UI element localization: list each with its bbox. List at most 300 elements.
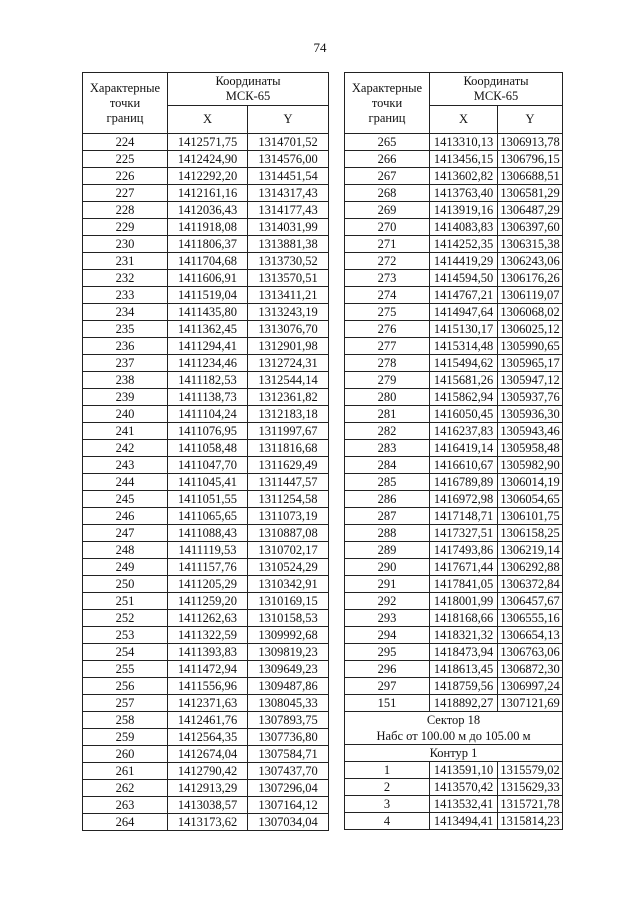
coord-y: 1306872,30 (498, 661, 563, 678)
coord-y: 1306372,84 (498, 576, 563, 593)
coord-x: 1412790,42 (168, 763, 248, 780)
coord-y: 1306014,19 (498, 474, 563, 491)
point-number: 229 (83, 219, 168, 236)
coord-x: 1413919,16 (430, 202, 498, 219)
point-number: 232 (83, 270, 168, 287)
point-number: 249 (83, 559, 168, 576)
coord-x: 1411104,24 (168, 406, 248, 423)
point-number: 4 (345, 813, 430, 830)
coord-x: 1412371,63 (168, 695, 248, 712)
coord-x: 1411045,41 (168, 474, 248, 491)
coord-y: 1305936,30 (498, 406, 563, 423)
coord-y: 1312901,98 (248, 338, 329, 355)
point-number: 247 (83, 525, 168, 542)
coord-x: 1413494,41 (430, 813, 498, 830)
table-row (345, 151, 563, 168)
coord-x: 1415314,48 (430, 338, 498, 355)
table-row (83, 763, 329, 780)
point-number: 236 (83, 338, 168, 355)
point-number: 261 (83, 763, 168, 780)
table-row (345, 491, 563, 508)
point-number: 259 (83, 729, 168, 746)
coord-x: 1414594,50 (430, 270, 498, 287)
coord-x: 1411065,65 (168, 508, 248, 525)
header-y: Y (248, 105, 329, 133)
table-row (83, 457, 329, 474)
table-row (345, 287, 563, 304)
point-number: 269 (345, 202, 430, 219)
table-row (345, 185, 563, 202)
table-row (83, 338, 329, 355)
coord-x: 1411322,59 (168, 627, 248, 644)
contour-table-body (345, 762, 563, 830)
table-row (83, 491, 329, 508)
coord-x: 1413570,42 (430, 779, 498, 796)
coord-y: 1310169,15 (248, 593, 329, 610)
point-number: 277 (345, 338, 430, 355)
table-row (83, 406, 329, 423)
contour-title: Контур 1 (345, 745, 563, 762)
table-row (345, 202, 563, 219)
point-number: 238 (83, 372, 168, 389)
point-number: 267 (345, 168, 430, 185)
coord-y: 1312361,82 (248, 389, 329, 406)
coord-x: 1412161,16 (168, 185, 248, 202)
coord-x: 1414252,35 (430, 236, 498, 253)
coord-y: 1307893,75 (248, 712, 329, 729)
coord-x: 1412036,43 (168, 202, 248, 219)
table-row (345, 576, 563, 593)
coord-x: 1411393,83 (168, 644, 248, 661)
coord-x: 1413456,15 (430, 151, 498, 168)
table-row (345, 440, 563, 457)
coord-y: 1311073,19 (248, 508, 329, 525)
coord-x: 1412564,35 (168, 729, 248, 746)
table-row (83, 304, 329, 321)
coord-y: 1306119,07 (498, 287, 563, 304)
table-row (83, 151, 329, 168)
point-number: 297 (345, 678, 430, 695)
coord-y: 1307164,12 (248, 797, 329, 814)
coord-y: 1315579,02 (498, 762, 563, 779)
header-x: X (430, 105, 498, 133)
table-row (345, 508, 563, 525)
coord-y: 1310524,29 (248, 559, 329, 576)
coord-y: 1306654,13 (498, 627, 563, 644)
coord-y: 1305943,46 (498, 423, 563, 440)
table-row (83, 287, 329, 304)
coord-x: 1411119,53 (168, 542, 248, 559)
coord-x: 1417841,05 (430, 576, 498, 593)
coord-y: 1306688,51 (498, 168, 563, 185)
coord-x: 1412424,90 (168, 151, 248, 168)
coord-y: 1306997,24 (498, 678, 563, 695)
coord-y: 1312724,31 (248, 355, 329, 372)
table-row (83, 678, 329, 695)
coord-y: 1305937,76 (498, 389, 563, 406)
point-number: 241 (83, 423, 168, 440)
table-row (83, 610, 329, 627)
point-number: 263 (83, 797, 168, 814)
table-row (83, 627, 329, 644)
coord-y: 1307437,70 (248, 763, 329, 780)
coord-y: 1307296,04 (248, 780, 329, 797)
coord-x: 1411606,91 (168, 270, 248, 287)
table-row (83, 440, 329, 457)
coord-y: 1307584,71 (248, 746, 329, 763)
point-number: 287 (345, 508, 430, 525)
coord-x: 1411472,94 (168, 661, 248, 678)
point-number: 264 (83, 814, 168, 831)
table-row (83, 134, 329, 151)
sector-subtitle: Набс от 100.00 м до 105.00 м (345, 728, 563, 745)
coord-x: 1414947,64 (430, 304, 498, 321)
coord-y: 1313243,19 (248, 304, 329, 321)
point-number: 296 (345, 661, 430, 678)
coord-y: 1309992,68 (248, 627, 329, 644)
table-row (345, 678, 563, 695)
coord-x: 1418473,94 (430, 644, 498, 661)
table-row (345, 593, 563, 610)
coord-y: 1314576,00 (248, 151, 329, 168)
table-row (345, 779, 563, 796)
point-number: 243 (83, 457, 168, 474)
coord-y: 1306068,02 (498, 304, 563, 321)
coord-x: 1417671,44 (430, 559, 498, 576)
coord-y: 1313411,21 (248, 287, 329, 304)
coord-x: 1411362,45 (168, 321, 248, 338)
table-row (345, 219, 563, 236)
table-row (345, 321, 563, 338)
coord-y: 1306243,06 (498, 253, 563, 270)
table-row (83, 814, 329, 831)
coord-x: 1411234,46 (168, 355, 248, 372)
coord-x: 1411157,76 (168, 559, 248, 576)
table-row (345, 661, 563, 678)
coord-y: 1306025,12 (498, 321, 563, 338)
coord-x: 1411076,95 (168, 423, 248, 440)
coord-y: 1314177,43 (248, 202, 329, 219)
table-row (345, 253, 563, 270)
point-number: 292 (345, 593, 430, 610)
coord-y: 1310158,53 (248, 610, 329, 627)
point-number: 257 (83, 695, 168, 712)
coord-x: 1411088,43 (168, 525, 248, 542)
coord-x: 1411556,96 (168, 678, 248, 695)
coord-y: 1306763,06 (498, 644, 563, 661)
table-row (83, 576, 329, 593)
coord-x: 1412461,76 (168, 712, 248, 729)
coord-y: 1305965,17 (498, 355, 563, 372)
point-number: 227 (83, 185, 168, 202)
coord-x: 1411259,20 (168, 593, 248, 610)
point-number: 242 (83, 440, 168, 457)
point-number: 226 (83, 168, 168, 185)
point-number: 283 (345, 440, 430, 457)
coord-x: 1412674,04 (168, 746, 248, 763)
coord-y: 1310702,17 (248, 542, 329, 559)
table-row (345, 796, 563, 813)
table-row (83, 219, 329, 236)
coord-y: 1315629,33 (498, 779, 563, 796)
table-row (83, 542, 329, 559)
coord-x: 1418892,27 (430, 695, 498, 712)
point-number: 239 (83, 389, 168, 406)
header-characteristic-points: Характерные точки границ (83, 73, 168, 134)
coord-x: 1411519,04 (168, 287, 248, 304)
point-number: 230 (83, 236, 168, 253)
point-number: 291 (345, 576, 430, 593)
table-row (83, 525, 329, 542)
table-row (345, 168, 563, 185)
coord-x: 1412292,20 (168, 168, 248, 185)
table-row (83, 423, 329, 440)
coord-y: 1306101,75 (498, 508, 563, 525)
coord-x: 1417148,71 (430, 508, 498, 525)
coord-x: 1411918,08 (168, 219, 248, 236)
point-number: 294 (345, 627, 430, 644)
header-coordinates: Координаты МСК-65 (168, 73, 329, 106)
table-row (83, 797, 329, 814)
coord-x: 1414083,83 (430, 219, 498, 236)
coord-x: 1413310,13 (430, 134, 498, 151)
coord-x: 1411058,48 (168, 440, 248, 457)
coord-y: 1309649,23 (248, 661, 329, 678)
table-row (83, 729, 329, 746)
coord-y: 1307034,04 (248, 814, 329, 831)
coord-x: 1416237,83 (430, 423, 498, 440)
point-number: 3 (345, 796, 430, 813)
page-number: 74 (313, 40, 327, 55)
point-number: 278 (345, 355, 430, 372)
coord-y: 1305958,48 (498, 440, 563, 457)
point-number: 265 (345, 134, 430, 151)
coord-x: 1413591,10 (430, 762, 498, 779)
table-row (83, 355, 329, 372)
coord-x: 1415130,17 (430, 321, 498, 338)
point-number: 271 (345, 236, 430, 253)
coord-y: 1315721,78 (498, 796, 563, 813)
coord-y: 1310342,91 (248, 576, 329, 593)
coord-x: 1418321,32 (430, 627, 498, 644)
table-row (83, 270, 329, 287)
coord-x: 1411205,29 (168, 576, 248, 593)
point-number: 295 (345, 644, 430, 661)
coord-x: 1413532,41 (430, 796, 498, 813)
coordinates-table-right (344, 72, 563, 830)
point-number: 253 (83, 627, 168, 644)
coord-x: 1415681,26 (430, 372, 498, 389)
table-row (345, 355, 563, 372)
coord-x: 1412913,29 (168, 780, 248, 797)
coord-y: 1311254,58 (248, 491, 329, 508)
point-number: 225 (83, 151, 168, 168)
coord-y: 1307736,80 (248, 729, 329, 746)
table-row (345, 372, 563, 389)
point-number: 1 (345, 762, 430, 779)
table-row (83, 695, 329, 712)
header-coordinates: Координаты МСК-65 (430, 73, 563, 106)
coord-y: 1306457,67 (498, 593, 563, 610)
header-characteristic-points: Характерные точки границ (345, 73, 430, 134)
point-number: 260 (83, 746, 168, 763)
point-number: 254 (83, 644, 168, 661)
coord-x: 1411704,68 (168, 253, 248, 270)
table-row (83, 321, 329, 338)
table-row (83, 559, 329, 576)
table-row (345, 813, 563, 830)
point-number: 288 (345, 525, 430, 542)
coord-x: 1416610,67 (430, 457, 498, 474)
table-row (345, 304, 563, 321)
coord-x: 1413763,40 (430, 185, 498, 202)
coord-y: 1315814,23 (498, 813, 563, 830)
point-number: 258 (83, 712, 168, 729)
table-row (345, 542, 563, 559)
table-row (83, 712, 329, 729)
point-number: 246 (83, 508, 168, 525)
point-number: 270 (345, 219, 430, 236)
table-row (83, 661, 329, 678)
table-row (83, 185, 329, 202)
table-row (345, 474, 563, 491)
coord-y: 1306397,60 (498, 219, 563, 236)
coord-x: 1411051,55 (168, 491, 248, 508)
table-row (345, 644, 563, 661)
table-row (83, 780, 329, 797)
coord-x: 1411435,80 (168, 304, 248, 321)
point-number: 286 (345, 491, 430, 508)
coord-y: 1306913,78 (498, 134, 563, 151)
coord-x: 1418613,45 (430, 661, 498, 678)
coord-y: 1309819,23 (248, 644, 329, 661)
point-number: 293 (345, 610, 430, 627)
point-number: 255 (83, 661, 168, 678)
table-row (83, 389, 329, 406)
coord-y: 1311447,57 (248, 474, 329, 491)
point-number: 282 (345, 423, 430, 440)
coord-x: 1416419,14 (430, 440, 498, 457)
table-row (345, 559, 563, 576)
point-number: 268 (345, 185, 430, 202)
table-row (345, 406, 563, 423)
point-number: 280 (345, 389, 430, 406)
point-number: 276 (345, 321, 430, 338)
coord-x: 1412571,75 (168, 134, 248, 151)
coord-x: 1414767,21 (430, 287, 498, 304)
table-row (83, 644, 329, 661)
coord-y: 1314031,99 (248, 219, 329, 236)
point-number: 240 (83, 406, 168, 423)
point-number: 262 (83, 780, 168, 797)
table-row (345, 423, 563, 440)
coord-x: 1418001,99 (430, 593, 498, 610)
point-number: 252 (83, 610, 168, 627)
point-number: 266 (345, 151, 430, 168)
coord-x: 1418759,56 (430, 678, 498, 695)
coord-y: 1306555,16 (498, 610, 563, 627)
coord-x: 1417327,51 (430, 525, 498, 542)
coord-x: 1418168,66 (430, 610, 498, 627)
sector-section (345, 712, 563, 762)
table-row (345, 695, 563, 712)
point-number: 285 (345, 474, 430, 491)
table-row (83, 202, 329, 219)
coord-y: 1306158,25 (498, 525, 563, 542)
coord-y: 1313881,38 (248, 236, 329, 253)
coord-y: 1312544,14 (248, 372, 329, 389)
coord-x: 1417493,86 (430, 542, 498, 559)
table-row (345, 270, 563, 287)
table-row (345, 236, 563, 253)
sector-title: Сектор 18 (345, 712, 563, 729)
point-number: 251 (83, 593, 168, 610)
coord-y: 1312183,18 (248, 406, 329, 423)
coord-y: 1313076,70 (248, 321, 329, 338)
point-number: 228 (83, 202, 168, 219)
coord-x: 1411182,53 (168, 372, 248, 389)
table-row (83, 746, 329, 763)
point-number: 250 (83, 576, 168, 593)
coord-y: 1306315,38 (498, 236, 563, 253)
coord-x: 1416789,89 (430, 474, 498, 491)
table-row (345, 134, 563, 151)
coord-y: 1306176,26 (498, 270, 563, 287)
point-number: 289 (345, 542, 430, 559)
right-table-body (345, 134, 563, 712)
coord-y: 1313730,52 (248, 253, 329, 270)
coord-x: 1411262,63 (168, 610, 248, 627)
point-number: 224 (83, 134, 168, 151)
coord-y: 1314317,43 (248, 185, 329, 202)
coord-y: 1306219,14 (498, 542, 563, 559)
header-y: Y (498, 105, 563, 133)
point-number: 273 (345, 270, 430, 287)
point-number: 248 (83, 542, 168, 559)
point-number: 279 (345, 372, 430, 389)
coord-x: 1416050,45 (430, 406, 498, 423)
point-number: 233 (83, 287, 168, 304)
coord-y: 1306487,29 (498, 202, 563, 219)
coord-y: 1305982,90 (498, 457, 563, 474)
coord-y: 1310887,08 (248, 525, 329, 542)
point-number: 2 (345, 779, 430, 796)
point-number: 245 (83, 491, 168, 508)
table-row (345, 762, 563, 779)
table-row (83, 253, 329, 270)
point-number: 244 (83, 474, 168, 491)
coord-y: 1306581,29 (498, 185, 563, 202)
point-number: 274 (345, 287, 430, 304)
coord-x: 1413602,82 (430, 168, 498, 185)
coord-y: 1311997,67 (248, 423, 329, 440)
left-table-body (83, 134, 329, 831)
point-number: 284 (345, 457, 430, 474)
coord-x: 1411294,41 (168, 338, 248, 355)
coord-x: 1415494,62 (430, 355, 498, 372)
table-row (345, 525, 563, 542)
table-row (345, 610, 563, 627)
coord-x: 1416972,98 (430, 491, 498, 508)
coord-y: 1314451,54 (248, 168, 329, 185)
table-row (345, 627, 563, 644)
coord-y: 1314701,52 (248, 134, 329, 151)
coord-y: 1313570,51 (248, 270, 329, 287)
point-number: 290 (345, 559, 430, 576)
point-number: 256 (83, 678, 168, 695)
table-row (83, 474, 329, 491)
table-row (345, 457, 563, 474)
